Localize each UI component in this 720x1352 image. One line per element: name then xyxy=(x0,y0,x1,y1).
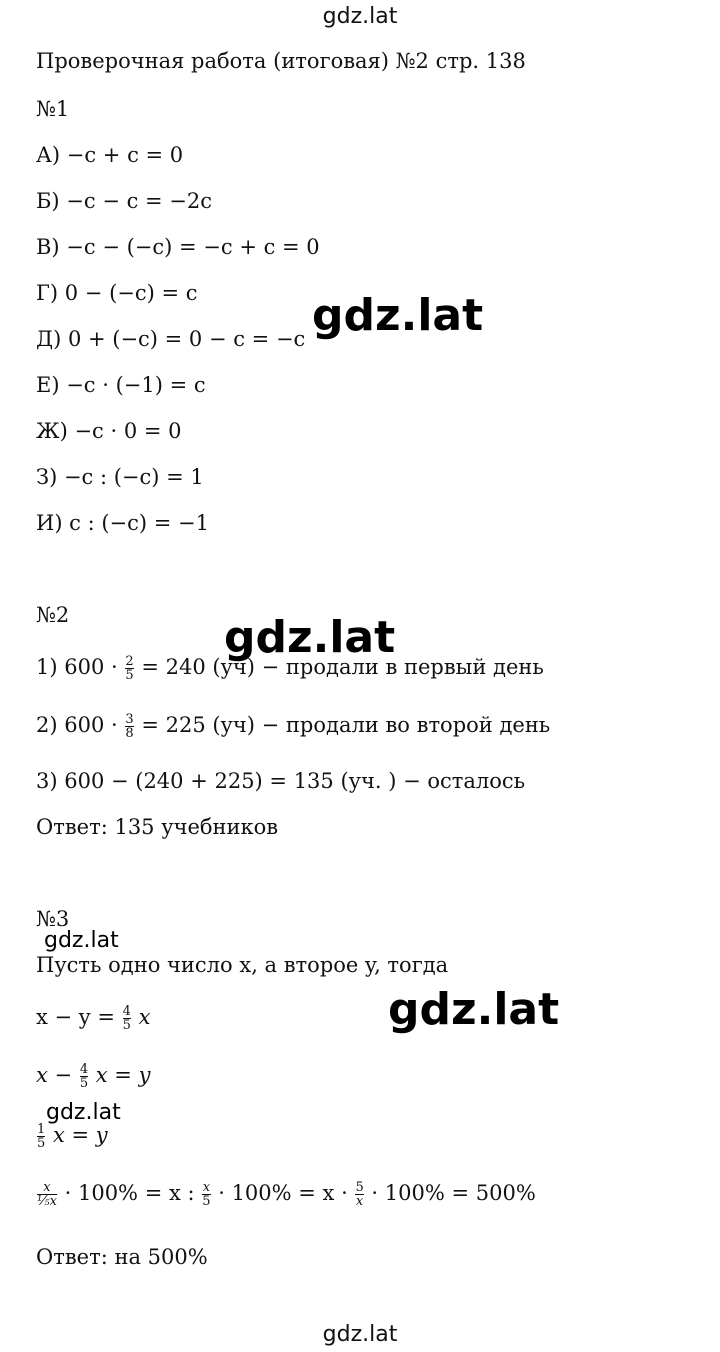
watermark-small: gdz.lat xyxy=(46,1100,121,1125)
watermark-small: gdz.lat xyxy=(44,928,119,953)
task2-line2-post: = 225 (уч) − продали во второй день xyxy=(141,713,551,737)
fraction xyxy=(123,1005,131,1032)
task3-eq2-post: x = y xyxy=(95,1063,151,1087)
fraction-numerator: 3 xyxy=(125,712,134,727)
task1-item-z: З) −c : (−c) = 1 xyxy=(36,465,204,489)
task3-eq4-part2: · 100% = x · xyxy=(218,1181,348,1205)
task1-item-d: Д) 0 + (−c) = 0 − c = −c xyxy=(36,327,306,351)
fraction-numerator: x xyxy=(43,1180,51,1195)
task3-eq4 xyxy=(36,1180,536,1208)
task1-item-i: И) c : (−c) = −1 xyxy=(36,511,210,535)
fraction xyxy=(202,1181,210,1208)
watermark-header: gdz.lat xyxy=(322,4,398,29)
fraction-numerator: 5 xyxy=(355,1180,364,1195)
fraction xyxy=(125,655,133,682)
task1-number: №1 xyxy=(36,97,70,121)
watermark-footer: gdz.lat xyxy=(322,1322,398,1347)
fraction-numerator: 1 xyxy=(37,1122,46,1137)
task3-eq4-part1: · 100% = x : xyxy=(64,1181,195,1205)
task2-line2 xyxy=(36,712,550,740)
fraction-numerator: x xyxy=(202,1180,211,1195)
page-title: Проверочная работа (итоговая) №2 стр. 138 xyxy=(36,49,526,73)
task2-line1-pre: 1) 600 · xyxy=(36,655,118,679)
task2-line2-pre: 2) 600 · xyxy=(36,713,118,737)
fraction-denominator: 5 xyxy=(37,1136,46,1151)
task3-number: №3 xyxy=(36,907,70,931)
task2-line1-post: = 240 (уч) − продали в первый день xyxy=(141,655,544,679)
task2-answer: Ответ: 135 учебников xyxy=(36,815,279,839)
task1-item-v: В) −c − (−c) = −c + c = 0 xyxy=(36,235,320,259)
fraction-denominator: 5 xyxy=(202,1194,211,1209)
fraction-denominator: 5 xyxy=(125,668,134,683)
fraction xyxy=(80,1063,88,1090)
fraction-numerator: 2 xyxy=(125,654,134,669)
task2-line3: 3) 600 − (240 + 225) = 135 (уч. ) − осталось xyxy=(36,769,526,793)
task3-eq1-pre: x − y = xyxy=(36,1005,115,1029)
watermark-large: gdz.lat xyxy=(388,984,560,1035)
task1-item-zh: Ж) −c · 0 = 0 xyxy=(36,419,182,443)
fraction xyxy=(355,1181,363,1208)
fraction-numerator: 4 xyxy=(122,1004,131,1019)
fraction-denominator: x xyxy=(355,1194,364,1209)
task3-answer: Ответ: на 500% xyxy=(36,1245,208,1269)
task2-number: №2 xyxy=(36,603,70,627)
fraction-denominator: 5 xyxy=(79,1076,89,1091)
task3-eq1 xyxy=(36,1004,150,1032)
fraction-denominator: 5 xyxy=(122,1018,131,1033)
fraction-denominator: ⅕x xyxy=(37,1194,57,1209)
task3-eq3-post: x = y xyxy=(52,1123,108,1147)
fraction xyxy=(125,713,133,740)
task3-eq2-pre: x − xyxy=(36,1063,73,1087)
task3-intro: Пусть одно число x, а второе y, тогда xyxy=(36,953,449,977)
fraction-numerator: 4 xyxy=(79,1062,89,1077)
task1-item-a: А) −c + c = 0 xyxy=(36,143,184,167)
fraction-denominator: 8 xyxy=(125,726,134,741)
task1-item-b: Б) −c − c = −2c xyxy=(36,189,213,213)
watermark-large: gdz.lat xyxy=(224,612,396,663)
task3-eq2 xyxy=(36,1062,150,1090)
task1-item-g: Г) 0 − (−c) = c xyxy=(36,281,198,305)
task1-item-e: Е) −c · (−1) = c xyxy=(36,373,206,397)
task3-eq3 xyxy=(36,1122,108,1150)
fraction xyxy=(37,1181,57,1208)
task3-eq1-post: x xyxy=(138,1005,151,1029)
fraction xyxy=(37,1123,45,1150)
task3-eq4-part3: · 100% = 500% xyxy=(371,1181,536,1205)
watermark-large: gdz.lat xyxy=(312,290,484,341)
